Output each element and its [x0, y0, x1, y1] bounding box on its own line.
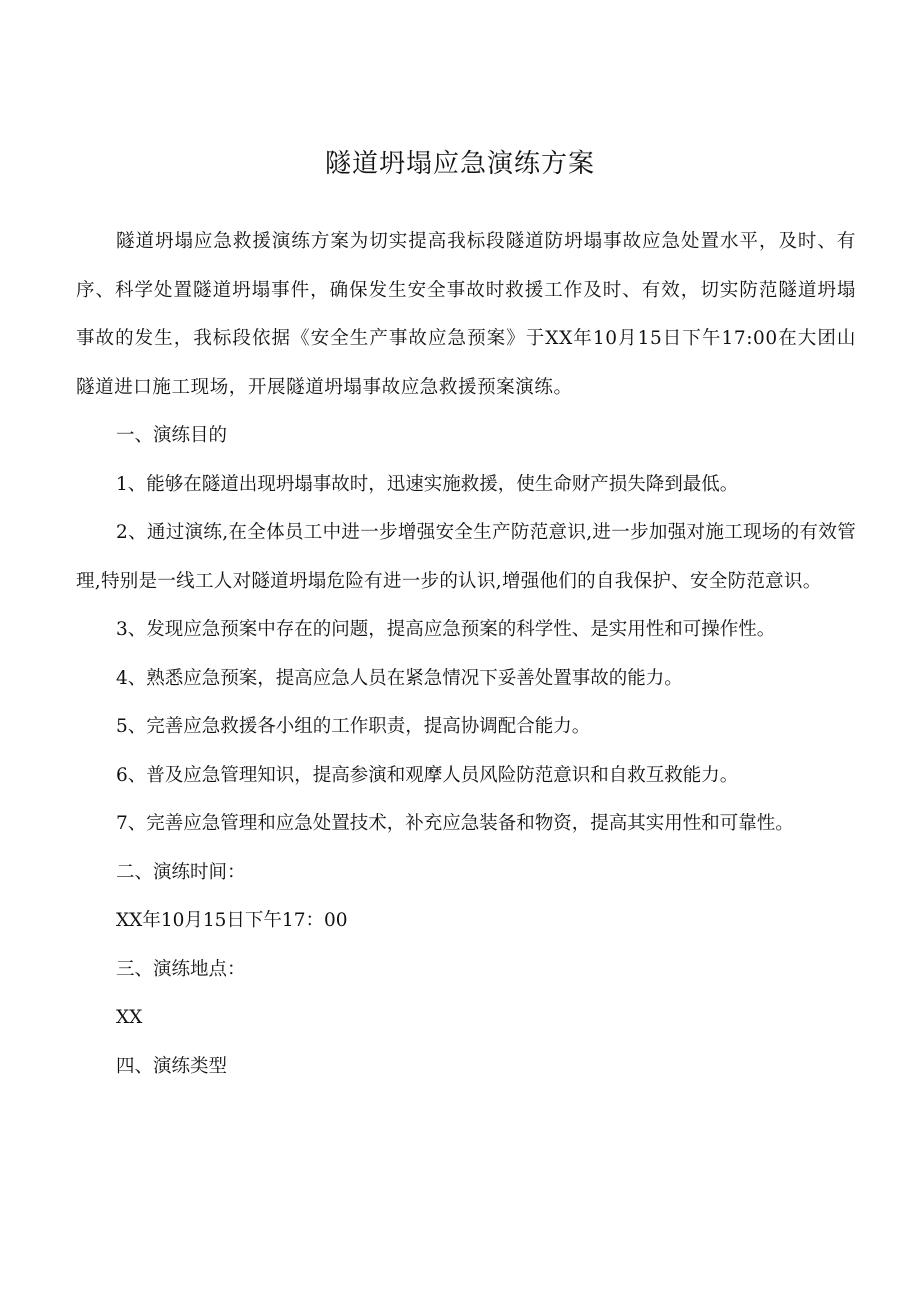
document-body	[76, 218, 856, 1091]
purpose-item-2: 2、通过演练,在全体员工中进一步增强安全生产防范意识,进一步加强对施工现场的有效管理,特别是一线工人对隧道坍塌危险有进一步的认识,增强他们的自我保护、安全防范意识。	[76, 522, 856, 592]
purpose-item-7: 7、完善应急管理和应急处置技术，补充应急装备和物资，提高其实用性和可靠性。	[116, 813, 794, 834]
purpose-item-4: 4、熟悉应急预案，提高应急人员在紧急情况下妥善处置事故的能力。	[116, 667, 683, 689]
drill-time-value: XX年10月15日下午17：00	[116, 910, 348, 931]
section-heading-drill-type: 四、演练类型	[116, 1055, 228, 1077]
section-heading-drill-purpose: 一、演练目的	[116, 425, 228, 446]
section-heading-drill-time: 二、演练时间：	[116, 861, 246, 883]
purpose-item-6: 6、普及应急管理知识，提高参演和观摩人员风险防范意识和自救互救能力。	[116, 764, 739, 786]
intro-paragraph: 隧道坍塌应急救援演练方案为切实提高我标段隧道防坍塌事故应急处置水平，及时、有序、科学处置隧道坍塌事件，确保发生安全事故时救援工作及时、有效，切实防范隧道坍塌事故的发生，我标段依据《安全生产事故应急预案》于XX年10月15日下午17:00在大团山隧道进口施工现场，开展隧道坍塌事故应急救援预案演练。	[76, 231, 856, 398]
purpose-item-1: 1、能够在隧道出现坍塌事故时，迅速实施救援，使生命财产损失降到最低。	[116, 473, 739, 495]
drill-location-value: XX	[116, 1007, 143, 1028]
purpose-item-5: 5、完善应急救援各小组的工作职责，提高协调配合能力。	[116, 716, 591, 737]
section-heading-drill-location: 三、演练地点：	[116, 958, 246, 980]
purpose-item-3: 3、发现应急预案中存在的问题，提高应急预案的科学性、是实用性和可操作性。	[116, 619, 776, 640]
document-title: 隧道坍塌应急演练方案	[324, 149, 595, 179]
